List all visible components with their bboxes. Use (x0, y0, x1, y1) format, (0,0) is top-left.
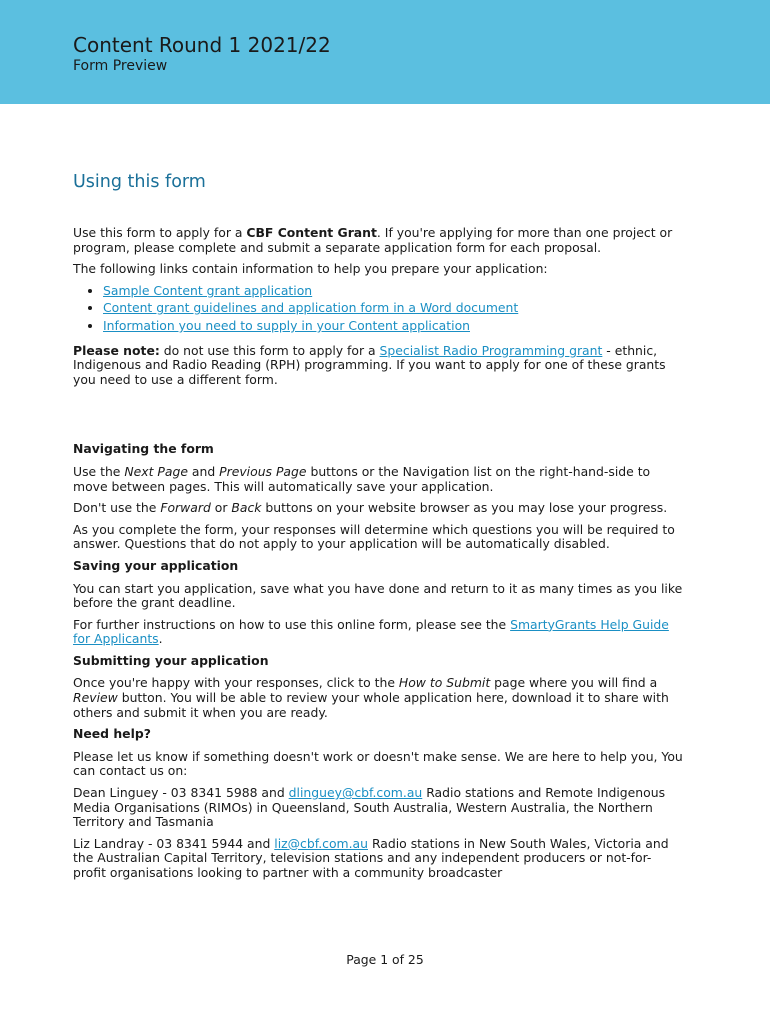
link-sample-application[interactable]: Sample Content grant application (103, 282, 313, 298)
text: Liz Landray - 03 8341 5944 and (73, 835, 275, 851)
navigating-p2 (73, 501, 683, 516)
emphasis: Next Page (124, 463, 188, 479)
text: and (187, 463, 220, 479)
link-specialist-radio[interactable]: Specialist Radio Programming grant (379, 342, 603, 358)
text: Don't use the (73, 500, 161, 516)
saving-p1: You can start you application, save what you have done and return to it as many times as you like before the grant deadline. (73, 580, 683, 611)
section-title: Using this form (73, 172, 206, 192)
note-text-end: - ethnic, Indigenous and Radio Reading (RPH) programming. If you want to apply for one of these grants you need to use a different form. (73, 342, 666, 387)
emphasis: How to Submit (398, 675, 491, 691)
help-intro: Please let us know if something doesn't work or doesn't make sense. We are here to help you, You can contact us on: (73, 748, 683, 779)
saving-p2 (73, 618, 683, 647)
intro-text-end: . If you're applying for more than one project or program, please complete and submit a separate application form for each proposal. (73, 225, 673, 255)
list-item (103, 301, 683, 316)
form-title: Content Round 1 2021/22 (73, 33, 331, 57)
link-help-guide[interactable]: SmartyGrants Help Guide for Applicants (73, 616, 669, 647)
page-number: Page 1 of 25 (346, 952, 424, 967)
note-text: do not use this form to apply for a (159, 342, 380, 358)
note-label: Please note: (73, 342, 160, 358)
text: Radio stations and Remote Indigenous Media Organisations (RIMOs) in Queensland, South Australia, Western Australia, the Northern Territory and Tasmania (73, 785, 666, 830)
resource-links-list (73, 284, 683, 334)
intro-bold: CBF Content Grant (246, 225, 377, 240)
list-item (103, 319, 683, 334)
text: page where you will find a (490, 675, 658, 691)
text: Use the (73, 463, 125, 479)
note-paragraph (73, 344, 683, 388)
text: Once you're happy with your responses, click to the (73, 675, 399, 691)
emphasis: Forward (160, 500, 211, 516)
text: . (158, 631, 163, 647)
navigating-p1 (73, 465, 683, 494)
links-intro: The following links contain information to help you prepare your application: (73, 261, 548, 277)
intro-text: Use this form to apply for a (73, 225, 247, 240)
text: buttons on your website browser as you may lose your progress. (261, 500, 668, 516)
heading-submitting: Submitting your application (73, 652, 269, 668)
text: For further instructions on how to use this online form, please see the (73, 616, 511, 632)
email-link-liz[interactable]: liz@cbf.com.au (274, 835, 368, 851)
emphasis: Review (73, 690, 118, 706)
page-header (0, 0, 770, 104)
main-content (73, 170, 683, 888)
submitting-p (73, 676, 683, 720)
text: Dean Linguey - 03 8341 5988 and (73, 785, 289, 801)
contact-dean (73, 786, 683, 830)
heading-saving: Saving your application (73, 557, 239, 573)
link-information[interactable]: Information you need to supply in your Content application (103, 317, 470, 333)
form-subtitle: Form Preview (73, 58, 168, 74)
text: or (210, 500, 232, 516)
email-link-dean[interactable]: dlinguey@cbf.com.au (288, 785, 423, 801)
link-guidelines[interactable]: Content grant guidelines and application form in a Word document (103, 300, 519, 316)
emphasis: Previous Page (219, 463, 307, 479)
emphasis: Back (231, 500, 262, 516)
text: buttons or the Navigation list on the right-hand-side to move between pages. This will automatically save your application. (73, 463, 651, 494)
navigating-p3: As you complete the form, your responses will determine which questions you will be required to answer. Questions that do not apply to your application will be automatically disabled. (73, 521, 675, 552)
intro-paragraph (73, 226, 683, 255)
contact-liz (73, 837, 683, 881)
list-item (103, 284, 683, 299)
heading-navigating: Navigating the form (73, 441, 214, 457)
text: button. You will be able to review your whole application here, download it to share with others and submit it when you are ready. (73, 690, 669, 720)
text: Radio stations in New South Wales, Victoria and the Australian Capital Territory, television stations and any independent producers or not-for-profit organisations looking to partner with a community broadcaster (73, 835, 669, 880)
heading-help: Need help? (73, 726, 151, 742)
